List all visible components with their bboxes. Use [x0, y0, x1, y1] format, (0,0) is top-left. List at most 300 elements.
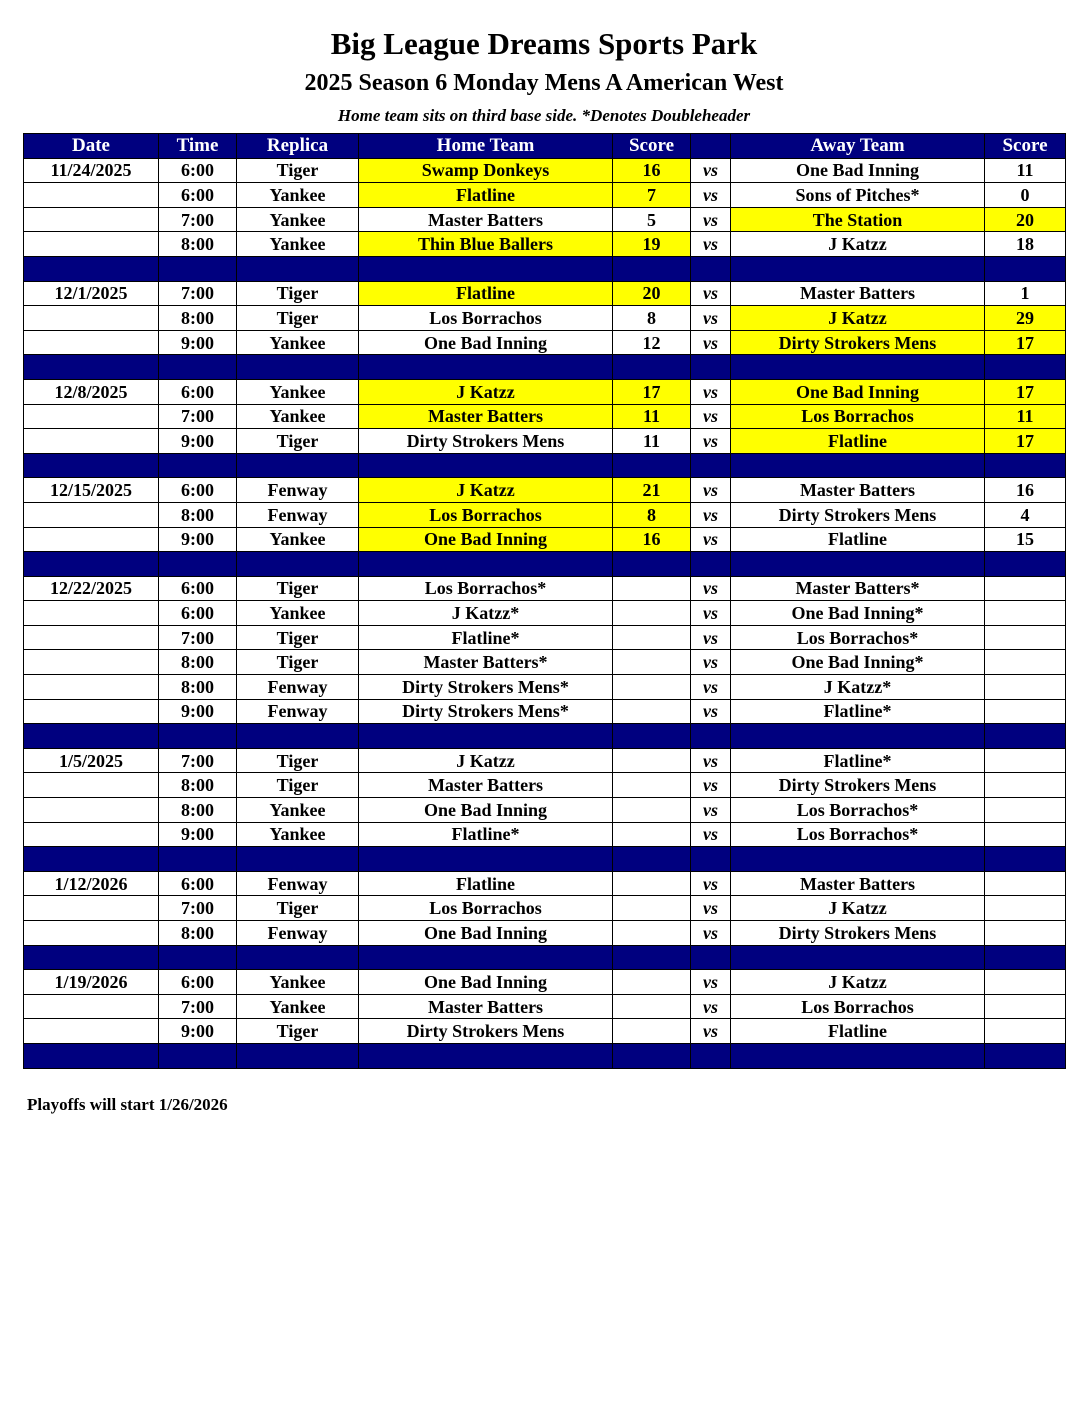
header-row — [24, 134, 1066, 159]
home-score: 11 — [613, 404, 691, 429]
home-score — [613, 871, 691, 896]
separator-cell — [985, 847, 1066, 872]
game-replica: Yankee — [237, 330, 359, 355]
home-team: Flatline — [359, 281, 613, 306]
game-replica: Fenway — [237, 699, 359, 724]
home-team: Dirty Strokers Mens — [359, 429, 613, 454]
home-score: 17 — [613, 379, 691, 404]
game-row — [24, 748, 1066, 773]
game-replica: Fenway — [237, 502, 359, 527]
home-score — [613, 822, 691, 847]
home-team: Los Borrachos — [359, 306, 613, 331]
away-score — [985, 625, 1066, 650]
week-separator-row — [24, 552, 1066, 577]
game-time: 7:00 — [159, 281, 237, 306]
vs-label: vs — [691, 798, 731, 823]
game-replica: Tiger — [237, 429, 359, 454]
game-row — [24, 650, 1066, 675]
away-score — [985, 748, 1066, 773]
vs-label: vs — [691, 625, 731, 650]
separator-cell — [613, 847, 691, 872]
separator-cell — [731, 724, 985, 749]
home-team: Flatline* — [359, 822, 613, 847]
game-time: 9:00 — [159, 527, 237, 552]
game-row — [24, 379, 1066, 404]
away-team: J Katzz — [731, 306, 985, 331]
game-time: 8:00 — [159, 502, 237, 527]
vs-label: vs — [691, 404, 731, 429]
game-row — [24, 994, 1066, 1019]
separator-cell — [237, 945, 359, 970]
away-team: Flatline — [731, 429, 985, 454]
vs-label: vs — [691, 650, 731, 675]
vs-label: vs — [691, 306, 731, 331]
separator-cell — [691, 945, 731, 970]
separator-cell — [24, 355, 159, 380]
home-score: 8 — [613, 502, 691, 527]
away-score — [985, 650, 1066, 675]
game-time: 6:00 — [159, 601, 237, 626]
week-separator-row — [24, 256, 1066, 281]
away-score — [985, 994, 1066, 1019]
home-team: J Katzz* — [359, 601, 613, 626]
game-date — [24, 822, 159, 847]
game-replica: Yankee — [237, 379, 359, 404]
away-score: 20 — [985, 207, 1066, 232]
vs-label: vs — [691, 478, 731, 503]
game-replica: Fenway — [237, 478, 359, 503]
away-score: 29 — [985, 306, 1066, 331]
game-replica: Yankee — [237, 601, 359, 626]
game-time: 7:00 — [159, 994, 237, 1019]
page-subtitle: 2025 Season 6 Monday Mens A American West — [304, 70, 784, 96]
away-team: Dirty Strokers Mens — [731, 921, 985, 946]
away-team: Dirty Strokers Mens — [731, 330, 985, 355]
away-score — [985, 773, 1066, 798]
home-score: 8 — [613, 306, 691, 331]
separator-cell — [731, 945, 985, 970]
col-header-replica: Replica — [237, 134, 359, 159]
separator-cell — [985, 724, 1066, 749]
away-team: J Katzz — [731, 232, 985, 257]
home-team: Flatline — [359, 871, 613, 896]
playoffs-note: Playoffs will start 1/26/2026 — [27, 1095, 228, 1114]
home-team: One Bad Inning — [359, 970, 613, 995]
game-time: 6:00 — [159, 871, 237, 896]
game-replica: Tiger — [237, 773, 359, 798]
game-time: 8:00 — [159, 306, 237, 331]
vs-label: vs — [691, 748, 731, 773]
home-team: Master Batters* — [359, 650, 613, 675]
game-replica: Yankee — [237, 232, 359, 257]
home-team: One Bad Inning — [359, 330, 613, 355]
separator-cell — [237, 355, 359, 380]
game-time: 8:00 — [159, 675, 237, 700]
game-date — [24, 650, 159, 675]
separator-cell — [24, 847, 159, 872]
separator-cell — [237, 256, 359, 281]
away-team: Sons of Pitches* — [731, 183, 985, 208]
home-team: Master Batters — [359, 404, 613, 429]
game-time: 6:00 — [159, 970, 237, 995]
separator-cell — [985, 256, 1066, 281]
separator-cell — [359, 847, 613, 872]
game-replica: Tiger — [237, 576, 359, 601]
col-header-time: Time — [159, 134, 237, 159]
game-date: 11/24/2025 — [24, 158, 159, 183]
game-time: 9:00 — [159, 330, 237, 355]
home-score — [613, 699, 691, 724]
game-time: 6:00 — [159, 379, 237, 404]
game-time: 9:00 — [159, 1019, 237, 1044]
schedule-body — [24, 158, 1066, 1068]
away-score — [985, 601, 1066, 626]
separator-cell — [237, 552, 359, 577]
separator-cell — [159, 945, 237, 970]
game-replica: Yankee — [237, 527, 359, 552]
game-row — [24, 921, 1066, 946]
separator-cell — [359, 945, 613, 970]
away-team: Master Batters — [731, 478, 985, 503]
vs-label: vs — [691, 207, 731, 232]
separator-cell — [731, 847, 985, 872]
home-score: 5 — [613, 207, 691, 232]
away-team: Flatline* — [731, 748, 985, 773]
game-row — [24, 306, 1066, 331]
home-score — [613, 798, 691, 823]
game-date: 1/5/2025 — [24, 748, 159, 773]
vs-label: vs — [691, 871, 731, 896]
separator-cell — [359, 552, 613, 577]
week-separator-row — [24, 945, 1066, 970]
vs-label: vs — [691, 183, 731, 208]
game-date — [24, 183, 159, 208]
home-score: 19 — [613, 232, 691, 257]
vs-label: vs — [691, 822, 731, 847]
game-time: 6:00 — [159, 478, 237, 503]
game-row — [24, 158, 1066, 183]
game-time: 7:00 — [159, 748, 237, 773]
separator-cell — [731, 355, 985, 380]
separator-cell — [691, 724, 731, 749]
separator-cell — [731, 552, 985, 577]
away-score — [985, 822, 1066, 847]
game-row — [24, 625, 1066, 650]
home-team: J Katzz — [359, 478, 613, 503]
game-row — [24, 822, 1066, 847]
home-team: Master Batters — [359, 207, 613, 232]
separator-cell — [985, 552, 1066, 577]
game-row — [24, 699, 1066, 724]
home-score — [613, 921, 691, 946]
separator-cell — [24, 1043, 159, 1068]
separator-cell — [691, 256, 731, 281]
game-date — [24, 232, 159, 257]
away-score: 17 — [985, 379, 1066, 404]
home-score: 21 — [613, 478, 691, 503]
home-team: Dirty Strokers Mens — [359, 1019, 613, 1044]
away-team: Master Batters* — [731, 576, 985, 601]
game-row — [24, 970, 1066, 995]
separator-cell — [985, 355, 1066, 380]
away-team: J Katzz — [731, 970, 985, 995]
vs-label: vs — [691, 773, 731, 798]
away-score: 0 — [985, 183, 1066, 208]
separator-cell — [613, 552, 691, 577]
separator-cell — [237, 453, 359, 478]
week-separator-row — [24, 847, 1066, 872]
away-team: Los Borrachos — [731, 994, 985, 1019]
game-row — [24, 871, 1066, 896]
separator-cell — [159, 453, 237, 478]
vs-label: vs — [691, 896, 731, 921]
game-time: 9:00 — [159, 822, 237, 847]
page-title: Big League Dreams Sports Park — [330, 26, 758, 61]
week-separator-row — [24, 1043, 1066, 1068]
game-row — [24, 404, 1066, 429]
game-date: 12/22/2025 — [24, 576, 159, 601]
game-date — [24, 773, 159, 798]
away-team: Flatline* — [731, 699, 985, 724]
away-score: 17 — [985, 429, 1066, 454]
game-date — [24, 527, 159, 552]
away-team: Master Batters — [731, 871, 985, 896]
home-score — [613, 970, 691, 995]
away-score — [985, 970, 1066, 995]
col-header-home-score: Score — [613, 134, 691, 159]
game-time: 9:00 — [159, 429, 237, 454]
home-score: 20 — [613, 281, 691, 306]
away-score — [985, 675, 1066, 700]
separator-cell — [237, 1043, 359, 1068]
separator-cell — [731, 1043, 985, 1068]
game-date — [24, 330, 159, 355]
away-team: Los Borrachos* — [731, 798, 985, 823]
game-row — [24, 183, 1066, 208]
home-score — [613, 601, 691, 626]
game-row — [24, 232, 1066, 257]
separator-cell — [159, 256, 237, 281]
game-replica: Yankee — [237, 404, 359, 429]
vs-label: vs — [691, 330, 731, 355]
separator-cell — [613, 724, 691, 749]
home-score: 12 — [613, 330, 691, 355]
away-team: Dirty Strokers Mens — [731, 773, 985, 798]
game-replica: Fenway — [237, 675, 359, 700]
game-time: 8:00 — [159, 921, 237, 946]
home-score — [613, 748, 691, 773]
separator-cell — [359, 355, 613, 380]
away-score — [985, 699, 1066, 724]
away-team: J Katzz* — [731, 675, 985, 700]
game-date — [24, 306, 159, 331]
vs-label: vs — [691, 576, 731, 601]
home-team: Master Batters — [359, 773, 613, 798]
away-team: Los Borrachos* — [731, 625, 985, 650]
week-separator-row — [24, 453, 1066, 478]
separator-cell — [359, 1043, 613, 1068]
away-score — [985, 1019, 1066, 1044]
week-separator-row — [24, 355, 1066, 380]
game-replica: Tiger — [237, 650, 359, 675]
home-score — [613, 1019, 691, 1044]
away-score — [985, 798, 1066, 823]
game-row — [24, 773, 1066, 798]
separator-cell — [613, 1043, 691, 1068]
separator-cell — [691, 453, 731, 478]
game-time: 6:00 — [159, 576, 237, 601]
separator-cell — [159, 847, 237, 872]
vs-label: vs — [691, 601, 731, 626]
vs-label: vs — [691, 970, 731, 995]
separator-cell — [24, 724, 159, 749]
game-time: 8:00 — [159, 650, 237, 675]
game-replica: Yankee — [237, 970, 359, 995]
game-time: 7:00 — [159, 404, 237, 429]
game-replica: Yankee — [237, 994, 359, 1019]
game-date: 1/19/2026 — [24, 970, 159, 995]
vs-label: vs — [691, 502, 731, 527]
game-date — [24, 625, 159, 650]
away-team: Los Borrachos* — [731, 822, 985, 847]
game-replica: Tiger — [237, 896, 359, 921]
game-date — [24, 994, 159, 1019]
away-team: One Bad Inning — [731, 379, 985, 404]
game-replica: Yankee — [237, 207, 359, 232]
game-date — [24, 699, 159, 724]
separator-cell — [24, 552, 159, 577]
vs-label: vs — [691, 994, 731, 1019]
game-replica: Tiger — [237, 306, 359, 331]
separator-cell — [985, 945, 1066, 970]
away-score: 4 — [985, 502, 1066, 527]
home-team: J Katzz — [359, 748, 613, 773]
game-date — [24, 1019, 159, 1044]
separator-cell — [731, 256, 985, 281]
game-row — [24, 502, 1066, 527]
away-score: 11 — [985, 158, 1066, 183]
home-score — [613, 650, 691, 675]
game-date — [24, 675, 159, 700]
away-score: 18 — [985, 232, 1066, 257]
away-team: One Bad Inning — [731, 158, 985, 183]
game-row — [24, 601, 1066, 626]
game-time: 8:00 — [159, 773, 237, 798]
separator-cell — [159, 355, 237, 380]
game-row — [24, 527, 1066, 552]
game-time: 9:00 — [159, 699, 237, 724]
away-score — [985, 921, 1066, 946]
away-score: 16 — [985, 478, 1066, 503]
away-team: Flatline — [731, 1019, 985, 1044]
game-replica: Tiger — [237, 1019, 359, 1044]
col-header-home-team: Home Team — [359, 134, 613, 159]
home-team: Dirty Strokers Mens* — [359, 675, 613, 700]
separator-cell — [359, 256, 613, 281]
away-score — [985, 871, 1066, 896]
home-score — [613, 773, 691, 798]
home-score: 11 — [613, 429, 691, 454]
separator-cell — [159, 724, 237, 749]
vs-label: vs — [691, 527, 731, 552]
separator-cell — [359, 724, 613, 749]
vs-label: vs — [691, 232, 731, 257]
away-score — [985, 576, 1066, 601]
game-date: 12/15/2025 — [24, 478, 159, 503]
home-team: One Bad Inning — [359, 921, 613, 946]
away-team: One Bad Inning* — [731, 650, 985, 675]
game-time: 6:00 — [159, 183, 237, 208]
separator-cell — [691, 1043, 731, 1068]
separator-cell — [24, 256, 159, 281]
col-header-vs — [691, 134, 731, 159]
game-replica: Yankee — [237, 798, 359, 823]
separator-cell — [985, 1043, 1066, 1068]
game-replica: Tiger — [237, 748, 359, 773]
game-replica: Yankee — [237, 822, 359, 847]
game-time: 7:00 — [159, 896, 237, 921]
home-team: One Bad Inning — [359, 798, 613, 823]
separator-cell — [985, 453, 1066, 478]
away-team: Los Borrachos — [731, 404, 985, 429]
home-score: 16 — [613, 527, 691, 552]
vs-label: vs — [691, 675, 731, 700]
game-date — [24, 601, 159, 626]
game-date: 12/8/2025 — [24, 379, 159, 404]
game-date — [24, 502, 159, 527]
game-row — [24, 207, 1066, 232]
home-team: One Bad Inning — [359, 527, 613, 552]
game-row — [24, 896, 1066, 921]
home-score: 7 — [613, 183, 691, 208]
game-time: 7:00 — [159, 625, 237, 650]
game-row — [24, 798, 1066, 823]
separator-cell — [159, 1043, 237, 1068]
game-row — [24, 576, 1066, 601]
away-score: 15 — [985, 527, 1066, 552]
vs-label: vs — [691, 429, 731, 454]
home-team: J Katzz — [359, 379, 613, 404]
game-row — [24, 1019, 1066, 1044]
game-replica: Tiger — [237, 158, 359, 183]
game-time: 6:00 — [159, 158, 237, 183]
doubleheader-note: Home team sits on third base side. *Denotes Doubleheader — [337, 106, 751, 125]
game-date — [24, 798, 159, 823]
game-row — [24, 478, 1066, 503]
vs-label: vs — [691, 379, 731, 404]
home-score — [613, 576, 691, 601]
separator-cell — [24, 453, 159, 478]
home-score — [613, 625, 691, 650]
game-date: 1/12/2026 — [24, 871, 159, 896]
home-team: Los Borrachos — [359, 502, 613, 527]
home-team: Thin Blue Ballers — [359, 232, 613, 257]
week-separator-row — [24, 724, 1066, 749]
home-score — [613, 896, 691, 921]
home-team: Los Borrachos* — [359, 576, 613, 601]
game-row — [24, 281, 1066, 306]
separator-cell — [613, 256, 691, 281]
game-date — [24, 404, 159, 429]
vs-label: vs — [691, 699, 731, 724]
away-team: Dirty Strokers Mens — [731, 502, 985, 527]
separator-cell — [237, 724, 359, 749]
separator-cell — [24, 945, 159, 970]
vs-label: vs — [691, 281, 731, 306]
home-team: Dirty Strokers Mens* — [359, 699, 613, 724]
vs-label: vs — [691, 1019, 731, 1044]
game-date: 12/1/2025 — [24, 281, 159, 306]
